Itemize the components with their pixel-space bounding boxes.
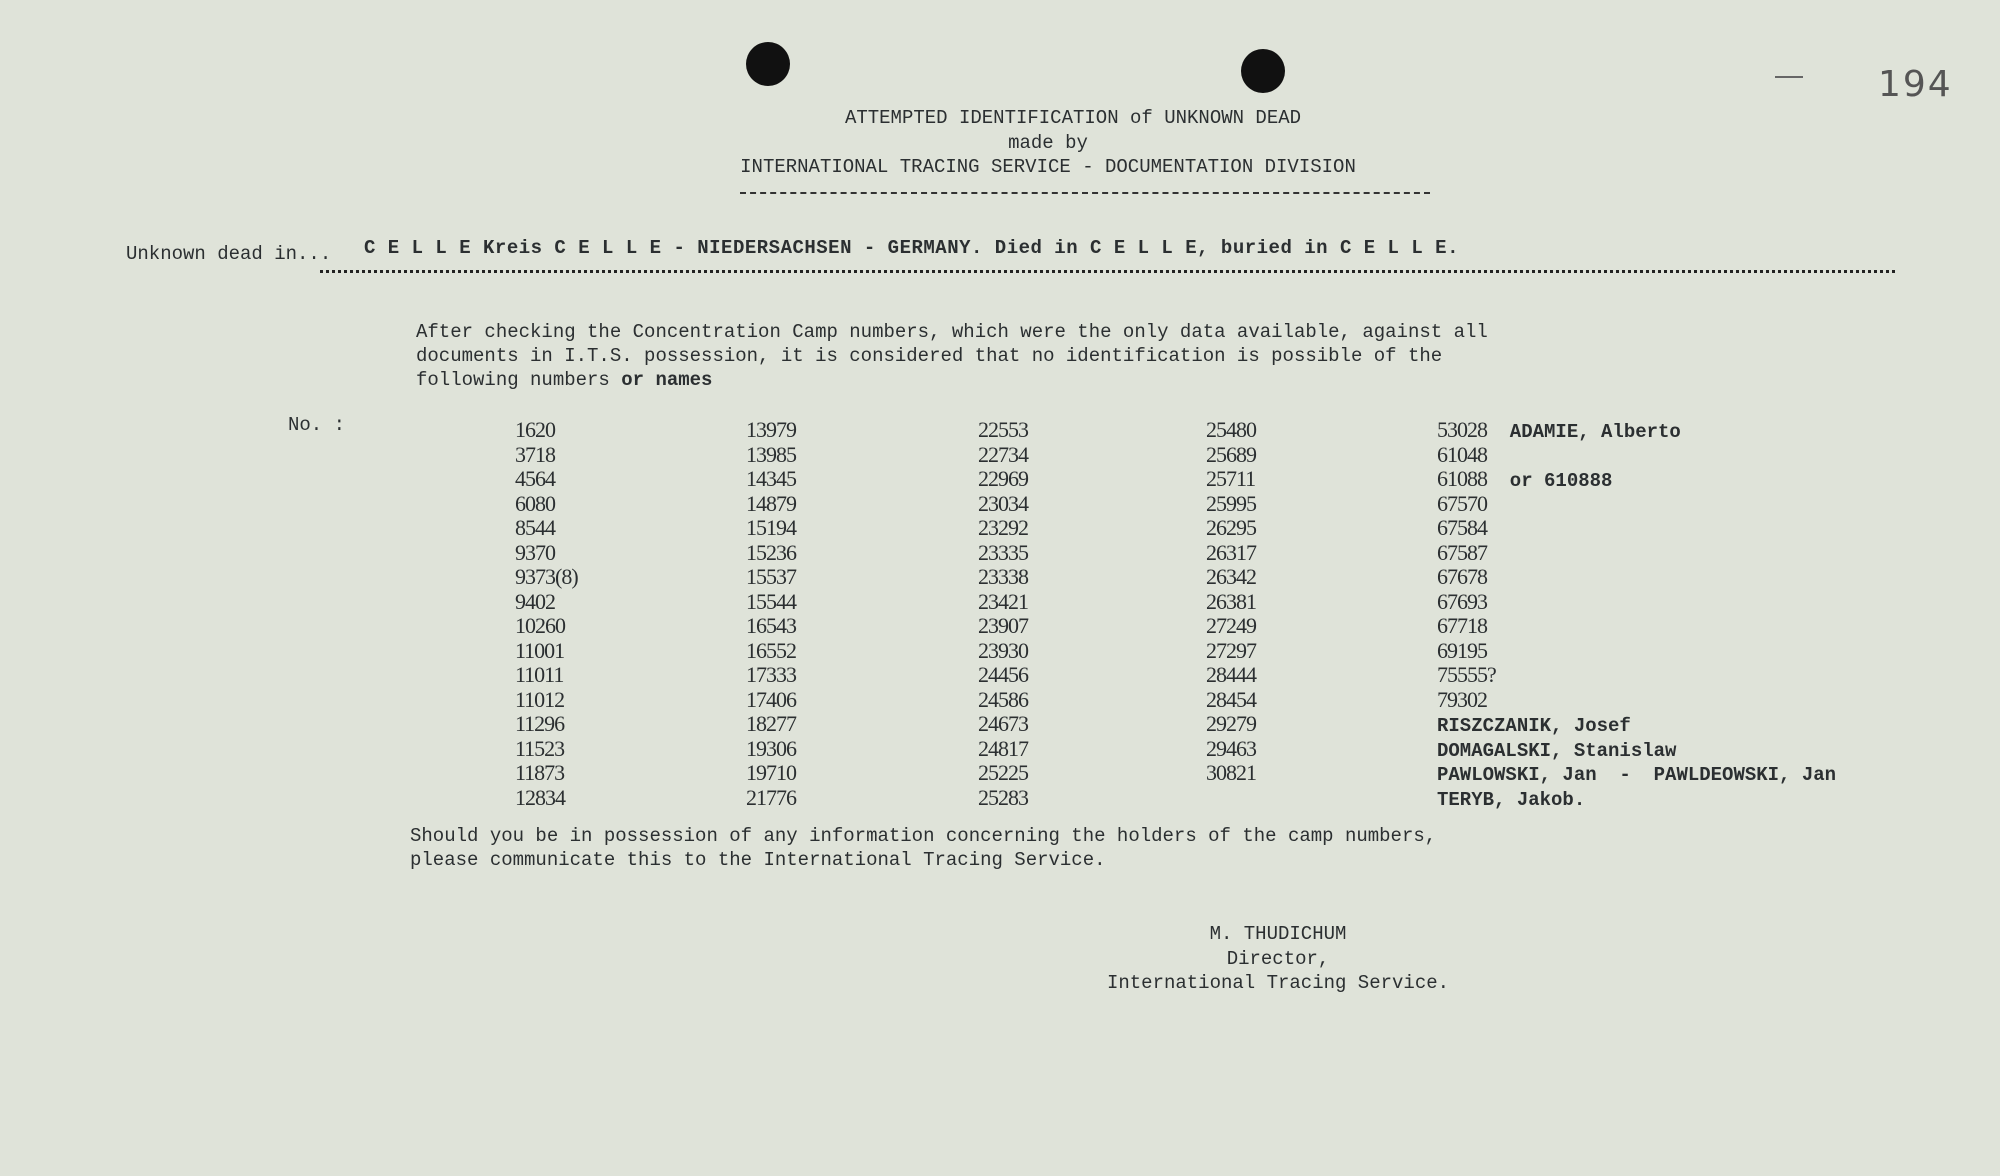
camp-number: 30821 xyxy=(1206,760,1256,785)
camp-number: 67718 xyxy=(1437,613,1487,638)
camp-number: 23421 xyxy=(978,588,1028,614)
camp-number: 67693 xyxy=(1437,588,1487,614)
camp-number: 67587 xyxy=(1437,539,1487,565)
signature-name: M. THUDICHUM xyxy=(1209,923,1347,945)
camp-number: 25480 xyxy=(1206,417,1256,442)
camp-number-entry xyxy=(1437,737,1836,762)
camp-number: 27297 xyxy=(1206,637,1256,663)
camp-number: 23292 xyxy=(978,515,1028,540)
dotted-leader xyxy=(320,270,1895,273)
intro-line: following numbers xyxy=(416,369,622,391)
camp-number: 23907 xyxy=(978,613,1028,638)
camp-number: 11523 xyxy=(515,735,565,761)
camp-number: 79302 xyxy=(1437,686,1487,712)
camp-number: 14879 xyxy=(746,490,796,516)
camp-number: 23335 xyxy=(978,539,1028,565)
numbers-column-2 xyxy=(746,418,796,810)
person-name: ADAMIE, Alberto xyxy=(1487,421,1681,443)
camp-number: 26342 xyxy=(1206,564,1256,589)
camp-number-entry xyxy=(1437,541,1836,566)
punch-hole xyxy=(746,42,790,86)
camp-number-entry xyxy=(1437,663,1836,688)
person-name: TERYB, Jakob. xyxy=(1437,788,1586,811)
person-name: DOMAGALSKI, Stanislaw xyxy=(1437,739,1677,762)
camp-number: 24586 xyxy=(978,686,1028,712)
camp-number: 10260 xyxy=(515,613,565,638)
camp-number-entry xyxy=(1437,590,1836,615)
camp-number: 27249 xyxy=(1206,613,1256,638)
camp-number-entry xyxy=(1437,712,1836,737)
margin-mark xyxy=(1775,76,1803,78)
person-name: or 610888 xyxy=(1487,470,1613,492)
camp-number-entry xyxy=(1437,516,1836,541)
camp-number: 21776 xyxy=(746,784,796,810)
camp-number: 28454 xyxy=(1206,686,1256,712)
camp-number: 61048 xyxy=(1437,441,1487,467)
page-number: 194 xyxy=(1878,64,1953,105)
camp-number: 19710 xyxy=(746,760,796,785)
camp-number: 16543 xyxy=(746,613,796,638)
camp-number: 11011 xyxy=(515,662,564,687)
camp-number: 26381 xyxy=(1206,588,1256,614)
camp-number: 9370 xyxy=(515,539,555,565)
camp-number: 3718 xyxy=(515,441,555,467)
punch-hole xyxy=(1241,49,1285,93)
camp-number-entry xyxy=(1437,565,1836,590)
camp-number: 11296 xyxy=(515,711,565,736)
numbers-column-5 xyxy=(1437,418,1836,810)
camp-number: 13985 xyxy=(746,441,796,467)
numbers-column-4 xyxy=(1206,418,1256,786)
camp-number: 29463 xyxy=(1206,735,1256,761)
camp-number: 61088 xyxy=(1437,466,1487,491)
person-name: RISZCZANIK, Josef xyxy=(1437,715,1631,737)
intro-emphasis: or names xyxy=(621,369,713,391)
camp-number: 16552 xyxy=(746,637,796,663)
camp-number: 15537 xyxy=(746,564,796,589)
camp-number: 25995 xyxy=(1206,490,1256,516)
camp-number-entry xyxy=(1437,761,1836,786)
camp-number: 25225 xyxy=(978,760,1028,785)
numbers-label: No. : xyxy=(288,414,346,436)
camp-number: 28444 xyxy=(1206,662,1256,687)
camp-number: 22969 xyxy=(978,466,1028,491)
signature-title: Director, xyxy=(1226,948,1330,970)
intro-line: After checking the Concentration Camp numbers, which were the only data available, against all xyxy=(416,321,1488,343)
camp-number: 22553 xyxy=(978,417,1028,442)
camp-number: 53028 xyxy=(1437,417,1487,442)
camp-number: 25711 xyxy=(1206,466,1256,491)
intro-paragraph xyxy=(416,320,1488,392)
camp-number-entry xyxy=(1437,639,1836,664)
camp-number: 25283 xyxy=(978,784,1028,810)
camp-number: 11001 xyxy=(515,637,565,663)
camp-number: 12834 xyxy=(515,784,565,810)
camp-number: 11012 xyxy=(515,686,565,712)
camp-number: 67570 xyxy=(1437,490,1487,516)
camp-number: 29279 xyxy=(1206,711,1256,736)
camp-number: 24817 xyxy=(978,735,1028,761)
header-subtitle: made by xyxy=(1008,132,1088,154)
camp-number: 13979 xyxy=(746,417,796,442)
camp-number: 24673 xyxy=(978,711,1028,736)
camp-number: 11873 xyxy=(515,760,565,785)
camp-number: 9373(8) xyxy=(515,564,578,589)
camp-number: 25689 xyxy=(1206,441,1256,467)
camp-number: 15236 xyxy=(746,539,796,565)
camp-number-entry xyxy=(1437,418,1836,443)
header-title: ATTEMPTED IDENTIFICATION of UNKNOWN DEAD xyxy=(844,107,1302,129)
camp-number: 8544 xyxy=(515,515,555,540)
camp-number: 26317 xyxy=(1206,539,1256,565)
camp-number: 9402 xyxy=(515,588,555,614)
camp-number-entry xyxy=(1437,492,1836,517)
camp-number: 17406 xyxy=(746,686,796,712)
camp-number: 23930 xyxy=(978,637,1028,663)
camp-number: 19306 xyxy=(746,735,796,761)
camp-number: 24456 xyxy=(978,662,1028,687)
camp-number: 18277 xyxy=(746,711,796,736)
camp-number: 17333 xyxy=(746,662,796,687)
unknown-dead-label: Unknown dead in... xyxy=(126,243,332,265)
numbers-column-3 xyxy=(978,418,1028,810)
camp-number: 23338 xyxy=(978,564,1028,589)
closing-line: Should you be in possession of any information concerning the holders of the camp numbers, xyxy=(410,825,1437,847)
camp-number-entry xyxy=(1437,467,1836,492)
camp-number: 4564 xyxy=(515,466,555,491)
numbers-column-1 xyxy=(515,418,578,810)
camp-number: 6080 xyxy=(515,490,555,516)
camp-number-entry xyxy=(1437,614,1836,639)
camp-number: 75555? xyxy=(1437,662,1496,687)
camp-number: 15544 xyxy=(746,588,796,614)
header-rule xyxy=(740,192,1430,194)
camp-number: 67678 xyxy=(1437,564,1487,589)
header-organization: INTERNATIONAL TRACING SERVICE - DOCUMENTATION DIVISION xyxy=(740,156,1356,178)
signature-organization: International Tracing Service. xyxy=(1106,972,1450,994)
unknown-dead-location: C E L L E Kreis C E L L E - NIEDERSACHSEN - GERMANY. Died in C E L L E, buried in C E L L E. xyxy=(364,237,1459,259)
closing-line: please communicate this to the International Tracing Service. xyxy=(410,849,1106,871)
camp-number-entry xyxy=(1437,443,1836,468)
camp-number: 23034 xyxy=(978,490,1028,516)
intro-line: documents in I.T.S. possession, it is considered that no identification is possible of the xyxy=(416,345,1443,367)
person-name: PAWLOWSKI, Jan - PAWLDEOWSKI, Jan xyxy=(1437,764,1837,786)
camp-number: 15194 xyxy=(746,515,796,540)
camp-number: 1620 xyxy=(515,417,555,442)
camp-number-entry xyxy=(1437,786,1836,811)
camp-number: 26295 xyxy=(1206,515,1256,540)
camp-number: 22734 xyxy=(978,441,1028,467)
camp-number-entry xyxy=(1437,688,1836,713)
camp-number: 14345 xyxy=(746,466,796,491)
closing-paragraph xyxy=(410,824,1436,872)
camp-number: 67584 xyxy=(1437,515,1487,540)
camp-number: 69195 xyxy=(1437,637,1487,663)
